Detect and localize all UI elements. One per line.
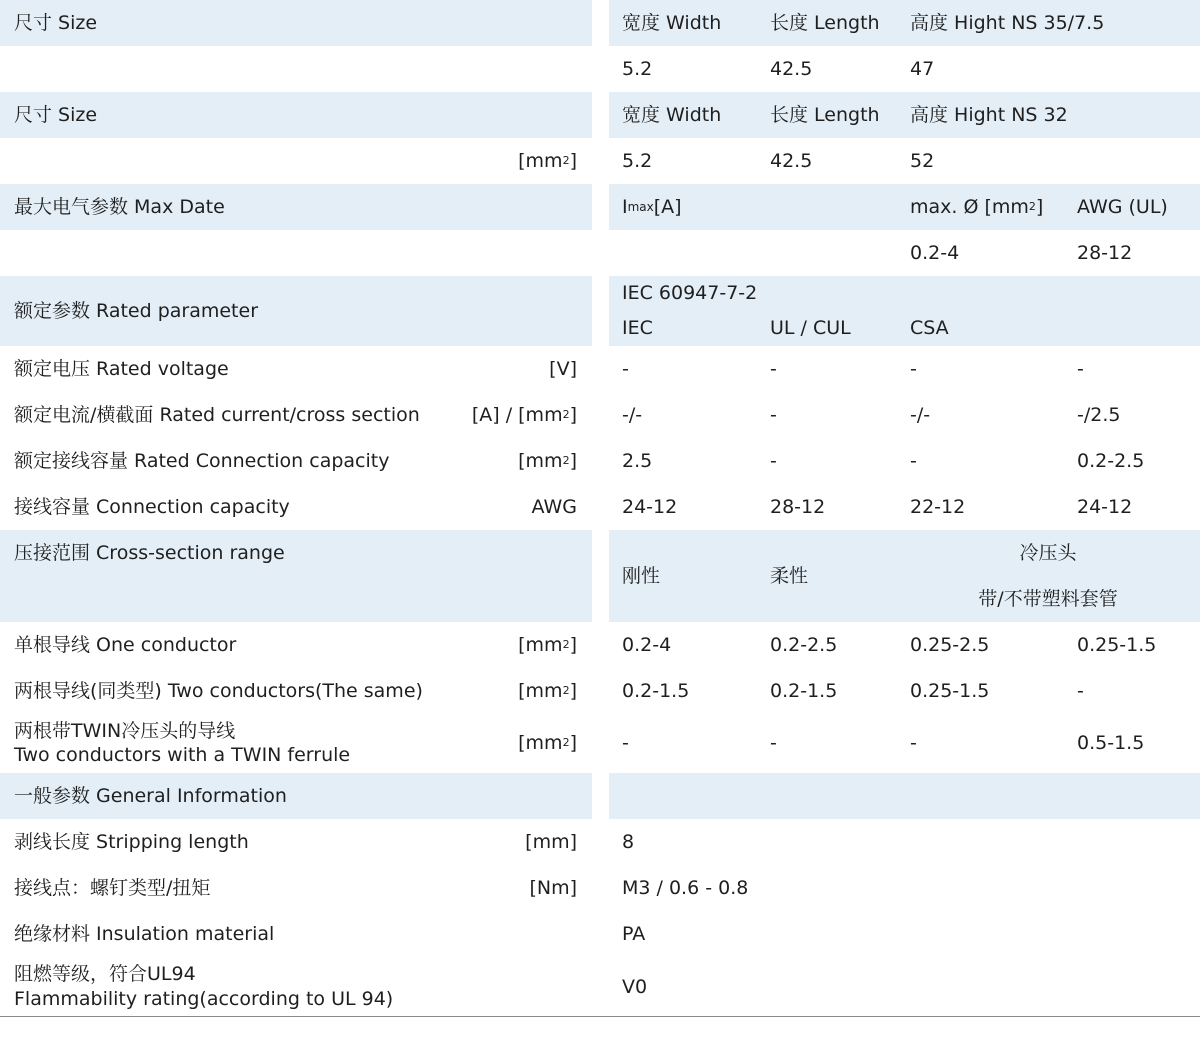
col4-value: -: [1077, 358, 1084, 380]
connection-capacity-row: [0, 484, 1200, 530]
max-diameter-header: max. Ø [mm 2 ]: [910, 196, 1044, 218]
length-value: 42.5: [770, 58, 813, 80]
imax-header: I max [A]: [622, 196, 682, 218]
twin-label-cn: 两根带TWIN冷压头的导线: [14, 719, 236, 742]
ferrule-sleeve-header: 带/不带塑料套管: [978, 588, 1118, 610]
size-label: 尺寸 Size: [14, 12, 98, 34]
rated-connection-label: 额定接线容量 Rated Connection capacity: [14, 450, 390, 472]
width-value: 5.2: [622, 150, 653, 172]
ferrule-value: 0.25-2.5: [910, 634, 990, 656]
connection-capacity-label: 接线容量 Connection capacity: [14, 496, 290, 518]
max-data-values-row: [0, 230, 1200, 276]
ul-value: -: [770, 358, 777, 380]
ul-value: -: [770, 404, 777, 426]
size-header-row-2: [0, 92, 1200, 138]
table-bottom-border: [0, 1016, 1200, 1017]
flexible-value: 0.2-2.5: [770, 634, 838, 656]
csa-value: -/-: [910, 404, 931, 426]
unit-mm2: [mm 2 ]: [518, 680, 577, 702]
unit-awg: AWG: [531, 496, 577, 518]
stripping-length-label: 剥线长度 Stripping length: [14, 831, 249, 853]
rated-parameter-label: 额定参数 Rated parameter: [14, 300, 259, 322]
iec-value: -/-: [622, 404, 643, 426]
row-shade-right: [609, 773, 1200, 819]
ferrule-sleeve-value: -: [1077, 680, 1084, 702]
screw-torque-row: [0, 865, 1200, 911]
width-value: 5.2: [622, 58, 653, 80]
one-conductor-label: 单根导线 One conductor: [14, 634, 237, 656]
rated-voltage-label: 额定电压 Rated voltage: [14, 358, 229, 380]
height-header: 高度 Hight NS 35/7.5: [910, 12, 1105, 34]
height-header: 高度 Hight NS 32: [910, 104, 1068, 126]
max-diameter-value: 0.2-4: [910, 242, 960, 264]
width-header: 宽度 Width: [622, 104, 722, 126]
size-values-row-1: [0, 46, 1200, 92]
stripping-length-value: 8: [622, 831, 635, 853]
two-conductors-label: 两根导线(同类型) Two conductors(The same): [14, 680, 423, 702]
csa-value: -: [910, 358, 917, 380]
csa-value: -: [910, 450, 917, 472]
unit-mm2: [mm 2 ]: [518, 634, 577, 656]
twin-label-en: Two conductors with a TWIN ferrule: [14, 743, 351, 766]
rated-parameter-header-row: [0, 276, 1200, 346]
ul-value: 28-12: [770, 496, 826, 518]
general-info-label: 一般参数 General Information: [14, 785, 287, 807]
unit-mm2: [mm 2 ]: [518, 450, 577, 472]
screw-torque-value: M3 / 0.6 - 0.8: [622, 877, 749, 899]
ferrule-value: 0.25-1.5: [910, 680, 990, 702]
ferrule-sleeve-value: 0.5-1.5: [1077, 731, 1145, 754]
rigid-value: -: [622, 731, 629, 754]
ul-cul-header: UL / CUL: [770, 317, 851, 339]
csa-value: 22-12: [910, 496, 966, 518]
col4-value: 24-12: [1077, 496, 1133, 518]
ferrule-value: -: [910, 731, 917, 754]
screw-torque-label: 接线点：螺钉类型/扭矩: [14, 877, 211, 899]
iec-value: 2.5: [622, 450, 653, 472]
insulation-value: PA: [622, 923, 646, 945]
twin-ferrule-row: [0, 714, 1200, 773]
cross-section-label: 压接范围 Cross-section range: [14, 542, 285, 564]
size-values-row-2: [0, 138, 1200, 184]
size-header-row-1: [0, 0, 1200, 46]
height-value: 52: [910, 150, 935, 172]
flammability-label-en: Flammability rating(according to UL 94): [14, 987, 394, 1010]
unit-mm2: [mm 2 ]: [518, 731, 577, 754]
iec-header: IEC: [622, 317, 653, 339]
stripping-length-row: [0, 819, 1200, 865]
cross-section-header-row: [0, 530, 1200, 622]
ferrule-sleeve-value: 0.25-1.5: [1077, 634, 1157, 656]
rigid-header: 刚性: [622, 565, 661, 587]
csa-header: CSA: [910, 317, 949, 339]
two-conductors-row: [0, 668, 1200, 714]
general-info-header-row: [0, 773, 1200, 819]
unit-nm: [Nm]: [529, 877, 577, 899]
unit-v: [V]: [549, 358, 577, 380]
col4-value: -/2.5: [1077, 404, 1121, 426]
rated-current-row: [0, 392, 1200, 438]
col4-value: 0.2-2.5: [1077, 450, 1145, 472]
length-value: 42.5: [770, 150, 813, 172]
flexible-value: 0.2-1.5: [770, 680, 838, 702]
flammability-value: V0: [622, 975, 648, 998]
awg-ul-header: AWG (UL): [1077, 196, 1168, 218]
rigid-value: 0.2-4: [622, 634, 672, 656]
size-label: 尺寸 Size: [14, 104, 98, 126]
unit-mm: [mm]: [525, 831, 577, 853]
flexible-value: -: [770, 731, 777, 754]
length-header: 长度 Length: [770, 12, 880, 34]
iec-value: -: [622, 358, 629, 380]
ferrule-header: 冷压头: [1019, 542, 1077, 564]
flammability-row: [0, 957, 1200, 1016]
one-conductor-row: [0, 622, 1200, 668]
rated-voltage-row: [0, 346, 1200, 392]
iec-value: 24-12: [622, 496, 678, 518]
unit-mm2: [mm 2 ]: [518, 150, 577, 172]
rated-connection-row: [0, 438, 1200, 484]
ul-value: -: [770, 450, 777, 472]
length-header: 长度 Length: [770, 104, 880, 126]
width-header: 宽度 Width: [622, 12, 722, 34]
max-data-label: 最大电气参数 Max Date: [14, 196, 225, 218]
unit-a-mm2: [A] / [mm 2 ]: [471, 404, 577, 426]
rigid-value: 0.2-1.5: [622, 680, 690, 702]
awg-ul-value: 28-12: [1077, 242, 1133, 264]
flammability-label-cn: 阻燃等级，符合UL94: [14, 962, 196, 985]
insulation-row: [0, 911, 1200, 957]
rated-current-label: 额定电流/横截面 Rated current/cross section: [14, 404, 420, 426]
standard-header: IEC 60947-7-2: [622, 282, 758, 304]
insulation-label: 绝缘材料 Insulation material: [14, 923, 275, 945]
max-data-header-row: [0, 184, 1200, 230]
flexible-header: 柔性: [770, 565, 809, 587]
height-value: 47: [910, 58, 935, 80]
